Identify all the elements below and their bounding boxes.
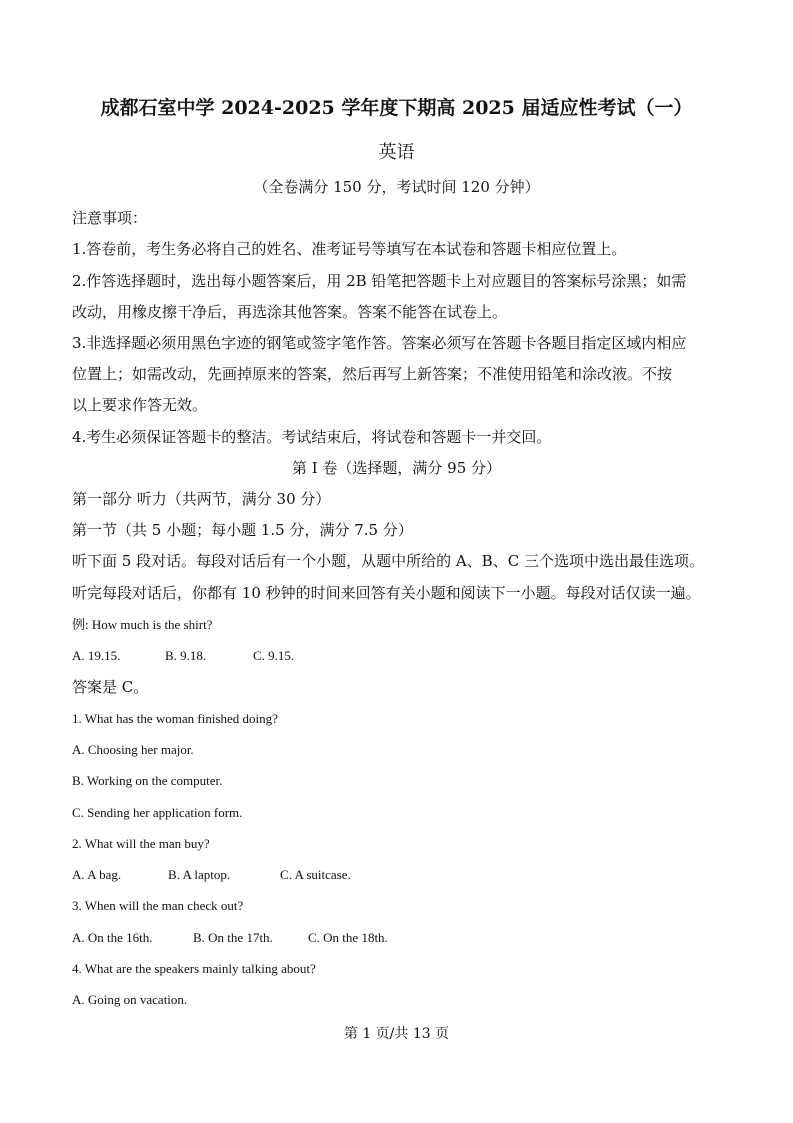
q4-option-a: A. Going on vacation. — [72, 992, 188, 1007]
q2-option-c: C. A suitcase. — [280, 867, 351, 882]
note-4: 4.考生必须保证答题卡的整洁。考试结束后，将试卷和答题卡一并交回。 — [72, 428, 552, 446]
volume-heading: 第 I 卷（选择题，满分 95 分） — [291, 459, 502, 477]
example-option-b: B. 9.18. — [165, 648, 207, 663]
subject-title: 英语 — [378, 142, 415, 163]
instructions-line-2: 听完每段对话后，你都有 10 秒钟的时间来回答有关小题和阅读下一小题。每段对话仅读一遍。 — [72, 584, 701, 602]
q1-option-c: C. Sending her application form. — [72, 805, 243, 820]
q2-option-a: A. A bag. — [72, 867, 122, 882]
exam-info: （全卷满分 150 分，考试时间 120 分钟） — [253, 178, 540, 196]
section-heading: 第一节（共 5 小题；每小题 1.5 分，满分 7.5 分） — [72, 521, 413, 539]
q1-stem: 1. What has the woman finished doing? — [72, 711, 278, 726]
q2-option-b: B. A laptop. — [168, 867, 231, 882]
q1-option-a: A. Choosing her major. — [72, 742, 194, 757]
instructions-line-1: 听下面 5 段对话。每段对话后有一个小题，从题中所给的 A、B、C 三个选项中选出最佳选项。 — [72, 552, 704, 570]
example-question: 例: How much is the shirt? — [72, 617, 213, 632]
part-heading: 第一部分 听力（共两节，满分 30 分） — [72, 490, 331, 508]
note-3-line-2: 位置上；如需改动，先画掉原来的答案，然后再写上新答案；不准使用铅笔和涂改液。不按 — [72, 365, 673, 383]
q1-option-b: B. Working on the computer. — [72, 773, 223, 788]
note-1: 1.答卷前，考生务必将自己的姓名、准考证号等填写在本试卷和答题卡相应位置上。 — [72, 240, 627, 258]
q3-option-c: C. On the 18th. — [308, 930, 388, 945]
exam-title: 成都石室中学 2024-2025 学年度下期高 2025 届适应性考试（一） — [100, 97, 693, 119]
note-2-line-2: 改动，用橡皮擦干净后，再选涂其他答案。答案不能答在试卷上。 — [72, 303, 508, 321]
q3-option-b: B. On the 17th. — [193, 930, 273, 945]
note-3-line-3: 以上要求作答无效。 — [72, 396, 208, 414]
q4-stem: 4. What are the speakers mainly talking about? — [72, 961, 316, 976]
example-answer: 答案是 C。 — [72, 678, 149, 696]
page-number: 第 1 页/共 13 页 — [343, 1026, 450, 1042]
note-3-line-1: 3.非选择题必须用黑色字迹的钢笔或签字笔作答。答案必须写在答题卡各题目指定区域内相应 — [72, 334, 687, 352]
example-option-c: C. 9.15. — [253, 648, 295, 663]
q2-stem: 2. What will the man buy? — [72, 836, 210, 851]
q3-option-a: A. On the 16th. — [72, 930, 153, 945]
note-2-line-1: 2.作答选择题时，选出每小题答案后，用 2B 铅笔把答题卡上对应题目的答案标号涂黑；如需 — [72, 272, 687, 290]
q3-stem: 3. When will the man check out? — [72, 898, 244, 913]
example-option-a: A. 19.15. — [72, 648, 121, 663]
notes-heading: 注意事项： — [72, 209, 148, 227]
